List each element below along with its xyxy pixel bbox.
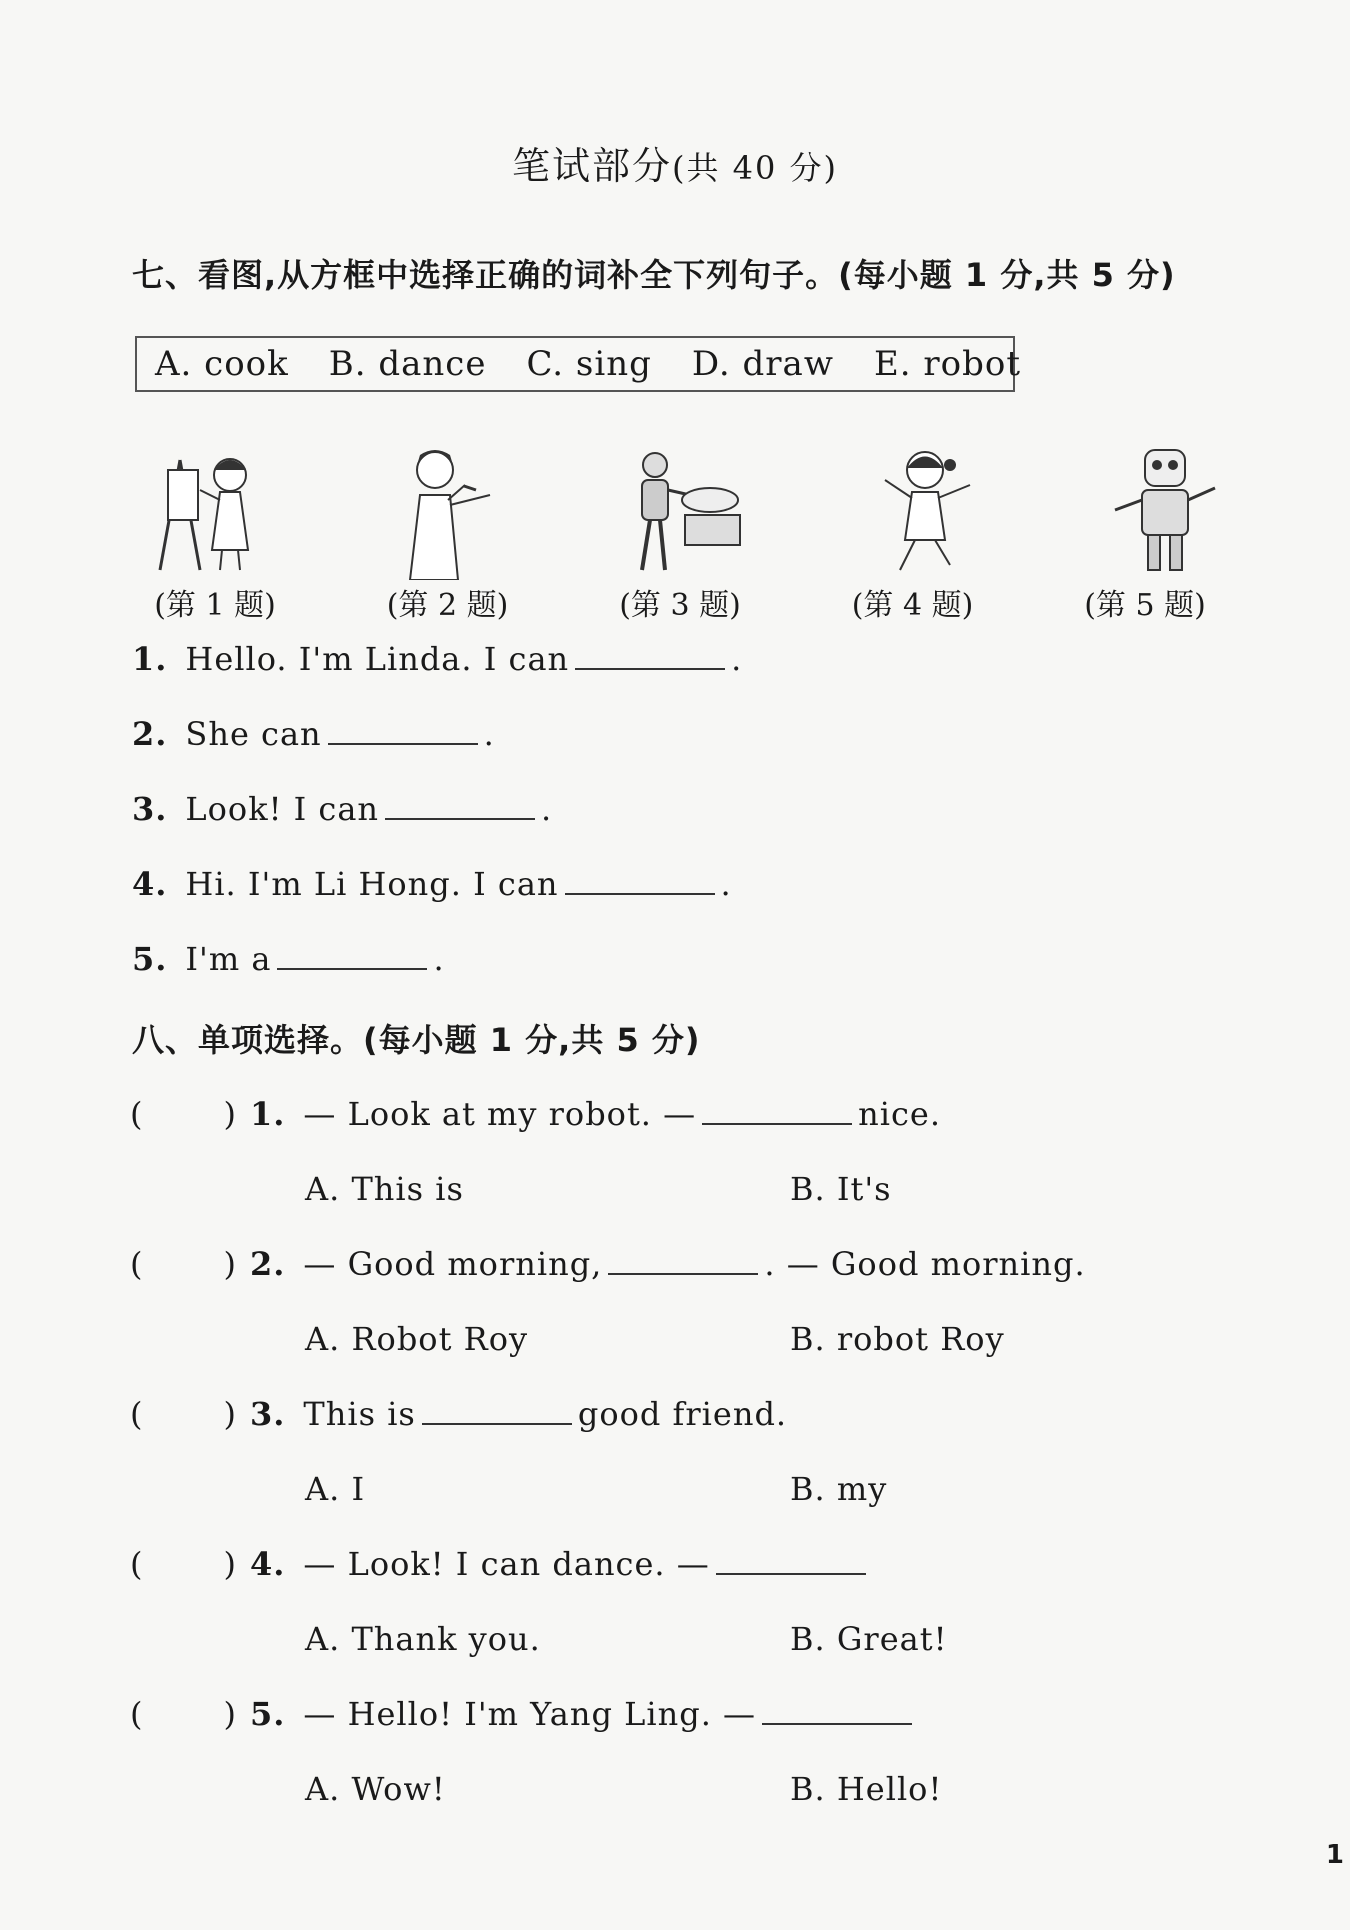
answer-blank[interactable] bbox=[385, 792, 535, 820]
option-b: B. robot Roy bbox=[790, 1320, 1005, 1358]
fill-question-2: 2. She can . bbox=[132, 715, 495, 753]
option-a: A. I bbox=[305, 1470, 366, 1508]
answer-parentheses[interactable]: ( ) bbox=[130, 1245, 237, 1283]
picture-label: (第 5 题) bbox=[1084, 588, 1206, 623]
option-a: A. This is bbox=[305, 1170, 464, 1208]
word-option: D. draw bbox=[691, 344, 834, 384]
fill-question-3: 3. Look! I can . bbox=[132, 790, 553, 828]
girl-dancing-picture bbox=[860, 440, 990, 580]
answer-blank bbox=[702, 1097, 852, 1125]
section-7-heading: 七、看图,从方框中选择正确的词补全下列句子。(每小题 1 分,共 5 分) bbox=[132, 256, 1176, 294]
choice-question-1: ( ) 1. — Look at my robot. — nice. bbox=[130, 1095, 942, 1133]
fill-question-5: 5. I'm a . bbox=[132, 940, 445, 978]
answer-parentheses[interactable]: ( ) bbox=[130, 1095, 237, 1133]
choice-question-5: ( ) 5. — Hello! I'm Yang Ling. — bbox=[130, 1695, 918, 1733]
choice-question-2: ( ) 2. — Good morning, . — Good morning. bbox=[130, 1245, 1086, 1283]
picture-label: (第 2 题) bbox=[386, 588, 509, 623]
girl-drawing-picture bbox=[140, 440, 270, 580]
answer-blank bbox=[608, 1247, 758, 1275]
answer-parentheses[interactable]: ( ) bbox=[130, 1545, 237, 1583]
robot-cooking-picture bbox=[620, 440, 750, 580]
word-option: C. sing bbox=[526, 344, 652, 384]
picture-label: (第 3 题) bbox=[619, 588, 741, 623]
answer-blank bbox=[716, 1547, 866, 1575]
picture-labels bbox=[130, 580, 1230, 624]
page-title: 笔试部分(共 40 分) bbox=[511, 144, 839, 188]
choice-question-4: ( ) 4. — Look! I can dance. — bbox=[130, 1545, 872, 1583]
picture-label: (第 1 题) bbox=[154, 588, 276, 623]
answer-blank[interactable] bbox=[277, 942, 427, 970]
page-number: 1 bbox=[1325, 1840, 1344, 1870]
girl-singing-picture bbox=[380, 440, 510, 580]
word-option: A. cook bbox=[155, 344, 289, 384]
option-b: B. Great! bbox=[790, 1620, 948, 1658]
option-b: B. Hello! bbox=[790, 1770, 943, 1808]
answer-blank bbox=[422, 1397, 572, 1425]
choice-question-3: ( ) 3. This is good friend. bbox=[130, 1395, 788, 1433]
answer-blank[interactable] bbox=[328, 717, 478, 745]
fill-question-1: 1. Hello. I'm Linda. I can . bbox=[132, 640, 743, 678]
robot-picture bbox=[1100, 440, 1230, 580]
word-option: E. robot bbox=[873, 344, 1021, 384]
option-a: A. Thank you. bbox=[305, 1620, 541, 1658]
answer-parentheses[interactable]: ( ) bbox=[130, 1395, 237, 1433]
answer-blank[interactable] bbox=[575, 642, 725, 670]
fill-question-4: 4. Hi. I'm Li Hong. I can . bbox=[132, 865, 732, 903]
word-bank bbox=[135, 336, 1021, 392]
option-a: A. Robot Roy bbox=[305, 1320, 529, 1358]
option-a: A. Wow! bbox=[305, 1770, 446, 1808]
section-8-heading: 八、单项选择。(每小题 1 分,共 5 分) bbox=[132, 1021, 701, 1059]
option-b: B. my bbox=[790, 1470, 888, 1508]
option-b: B. It's bbox=[790, 1170, 892, 1208]
answer-blank[interactable] bbox=[565, 867, 715, 895]
picture-row bbox=[140, 440, 1230, 580]
picture-label: (第 4 题) bbox=[851, 588, 974, 623]
answer-blank bbox=[762, 1697, 912, 1725]
word-option: B. dance bbox=[328, 344, 487, 384]
answer-parentheses[interactable]: ( ) bbox=[130, 1695, 237, 1733]
